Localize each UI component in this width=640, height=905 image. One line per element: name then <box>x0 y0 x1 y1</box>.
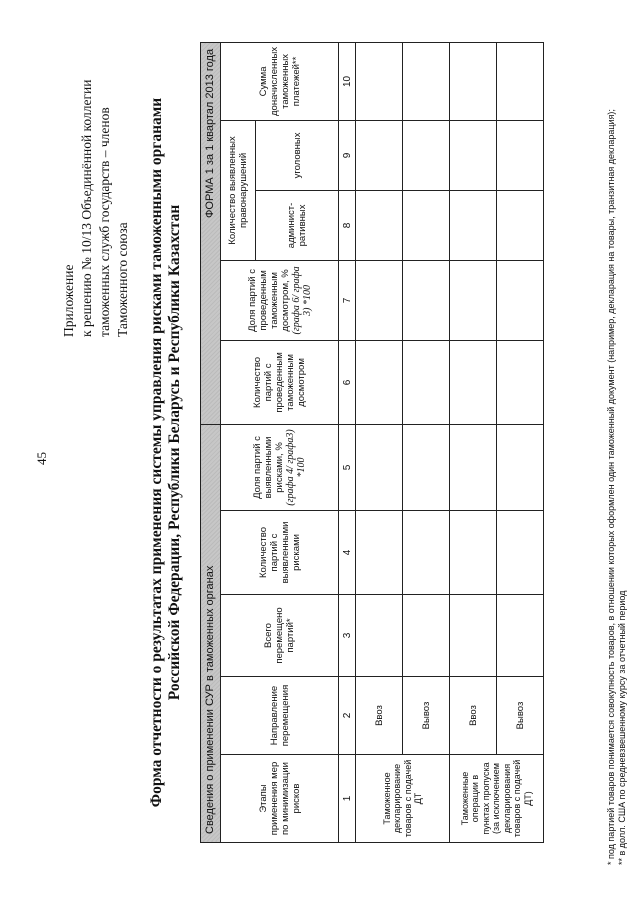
empty-cell <box>497 511 544 595</box>
header-criminal: уголовных <box>256 120 339 190</box>
empty-cell <box>403 120 450 190</box>
table-row <box>450 42 497 842</box>
header-inspection-share-formula: (графа 6/ графа 3) *100 <box>290 266 313 335</box>
column-number: 7 <box>339 260 356 340</box>
empty-cell <box>403 260 450 340</box>
table-row <box>497 42 544 842</box>
band-right-title: ФОРМА 1 за 1 квартал 2013 года <box>201 42 221 424</box>
band-left-title: Сведения о применении СУР в таможенных органах <box>201 424 221 842</box>
header-risk-share <box>221 424 339 510</box>
direction-export: Вывоз <box>497 677 544 755</box>
empty-cell <box>403 595 450 677</box>
direction-import: Ввоз <box>450 677 497 755</box>
title-line: Форма отчетности о результатах применения системы управления рисками таможенными органами <box>148 97 165 808</box>
table-row <box>403 42 450 842</box>
header-administrative: админист-ративных <box>256 190 339 260</box>
column-number: 9 <box>339 120 356 190</box>
empty-cell <box>403 424 450 510</box>
empty-cell <box>450 120 497 190</box>
empty-cell <box>356 42 403 120</box>
header-direction: Направление перемещения <box>221 677 339 755</box>
empty-cell <box>356 511 403 595</box>
stage-label: Таможенные операции в пунктах пропуска (за исключением декларирования товаров с подачей ДТ) <box>450 755 544 843</box>
empty-cell <box>403 42 450 120</box>
empty-cell <box>450 595 497 677</box>
empty-cell <box>356 120 403 190</box>
header-additional-payments: Сумма доначисленных таможенных платежей** <box>221 42 339 120</box>
empty-cell <box>450 260 497 340</box>
header-inspection-share-label: Доля партий с проведенным таможенным досмотром, % <box>246 269 291 332</box>
header-row-1 <box>221 42 256 842</box>
column-number: 8 <box>339 190 356 260</box>
appendix-line: таможенных служб государств – членов <box>97 107 112 337</box>
empty-cell <box>497 595 544 677</box>
column-number: 2 <box>339 677 356 755</box>
empty-cell <box>450 340 497 424</box>
appendix-line: к решению № 10/13 Объединённой коллегии <box>79 79 94 337</box>
empty-cell <box>497 424 544 510</box>
empty-cell <box>450 42 497 120</box>
empty-cell <box>497 42 544 120</box>
direction-import: Ввоз <box>356 677 403 755</box>
header-risk-count: Количество партий с выявленными рисками <box>221 511 339 595</box>
direction-export: Вывоз <box>403 677 450 755</box>
column-number-row <box>339 42 356 842</box>
footnote-consignment: * под партией товаров понимается совокупность товаров, в отношении которых оформлен один таможенный документ (например, декларация на товары, транзитная декларация); <box>606 109 616 865</box>
form-band-row <box>201 42 221 842</box>
header-inspection-share <box>221 260 339 340</box>
column-number: 4 <box>339 511 356 595</box>
header-stages: Этапы применения мер по минимизации рисков <box>221 755 339 843</box>
table-row <box>356 42 403 842</box>
footnote-currency: ** в долл. США по средневзвешенному курсу за отчетный период <box>617 590 627 865</box>
stage-label: Таможенное декларирование товаров с подачей ДТ <box>356 755 450 843</box>
empty-cell <box>497 260 544 340</box>
header-risk-share-label: Доля партий с выявленными рисками, % <box>252 436 285 499</box>
appendix-line: Таможенного союза <box>115 222 130 337</box>
empty-cell <box>497 120 544 190</box>
empty-cell <box>356 190 403 260</box>
header-inspection-count: Количество партий с проведенным таможенным досмотром <box>221 340 339 424</box>
header-violations-group: Количество выявленных правонарушений <box>221 120 256 260</box>
empty-cell <box>450 424 497 510</box>
document-title <box>148 40 184 865</box>
column-number: 10 <box>339 42 356 120</box>
empty-cell <box>450 190 497 260</box>
empty-cell <box>403 511 450 595</box>
column-number: 1 <box>339 755 356 843</box>
column-number: 3 <box>339 595 356 677</box>
header-risk-share-formula: (графа 4/ графа3) *100 <box>285 429 307 506</box>
report-form-table <box>200 42 544 843</box>
empty-cell <box>497 340 544 424</box>
empty-cell <box>403 340 450 424</box>
empty-cell <box>497 190 544 260</box>
header-total: Всего перемещено партий* <box>221 595 339 677</box>
empty-cell <box>403 190 450 260</box>
footnotes <box>606 25 628 865</box>
column-number: 5 <box>339 424 356 510</box>
empty-cell <box>450 511 497 595</box>
empty-cell <box>356 340 403 424</box>
appendix-line: Приложение <box>61 264 76 337</box>
title-line: Российской Федерации, Республики Беларусь и Республики Казахстан <box>166 204 183 701</box>
empty-cell <box>356 260 403 340</box>
appendix-reference <box>60 37 132 337</box>
column-number: 6 <box>339 340 356 424</box>
empty-cell <box>356 424 403 510</box>
page-number: 45 <box>34 452 49 465</box>
empty-cell <box>356 595 403 677</box>
